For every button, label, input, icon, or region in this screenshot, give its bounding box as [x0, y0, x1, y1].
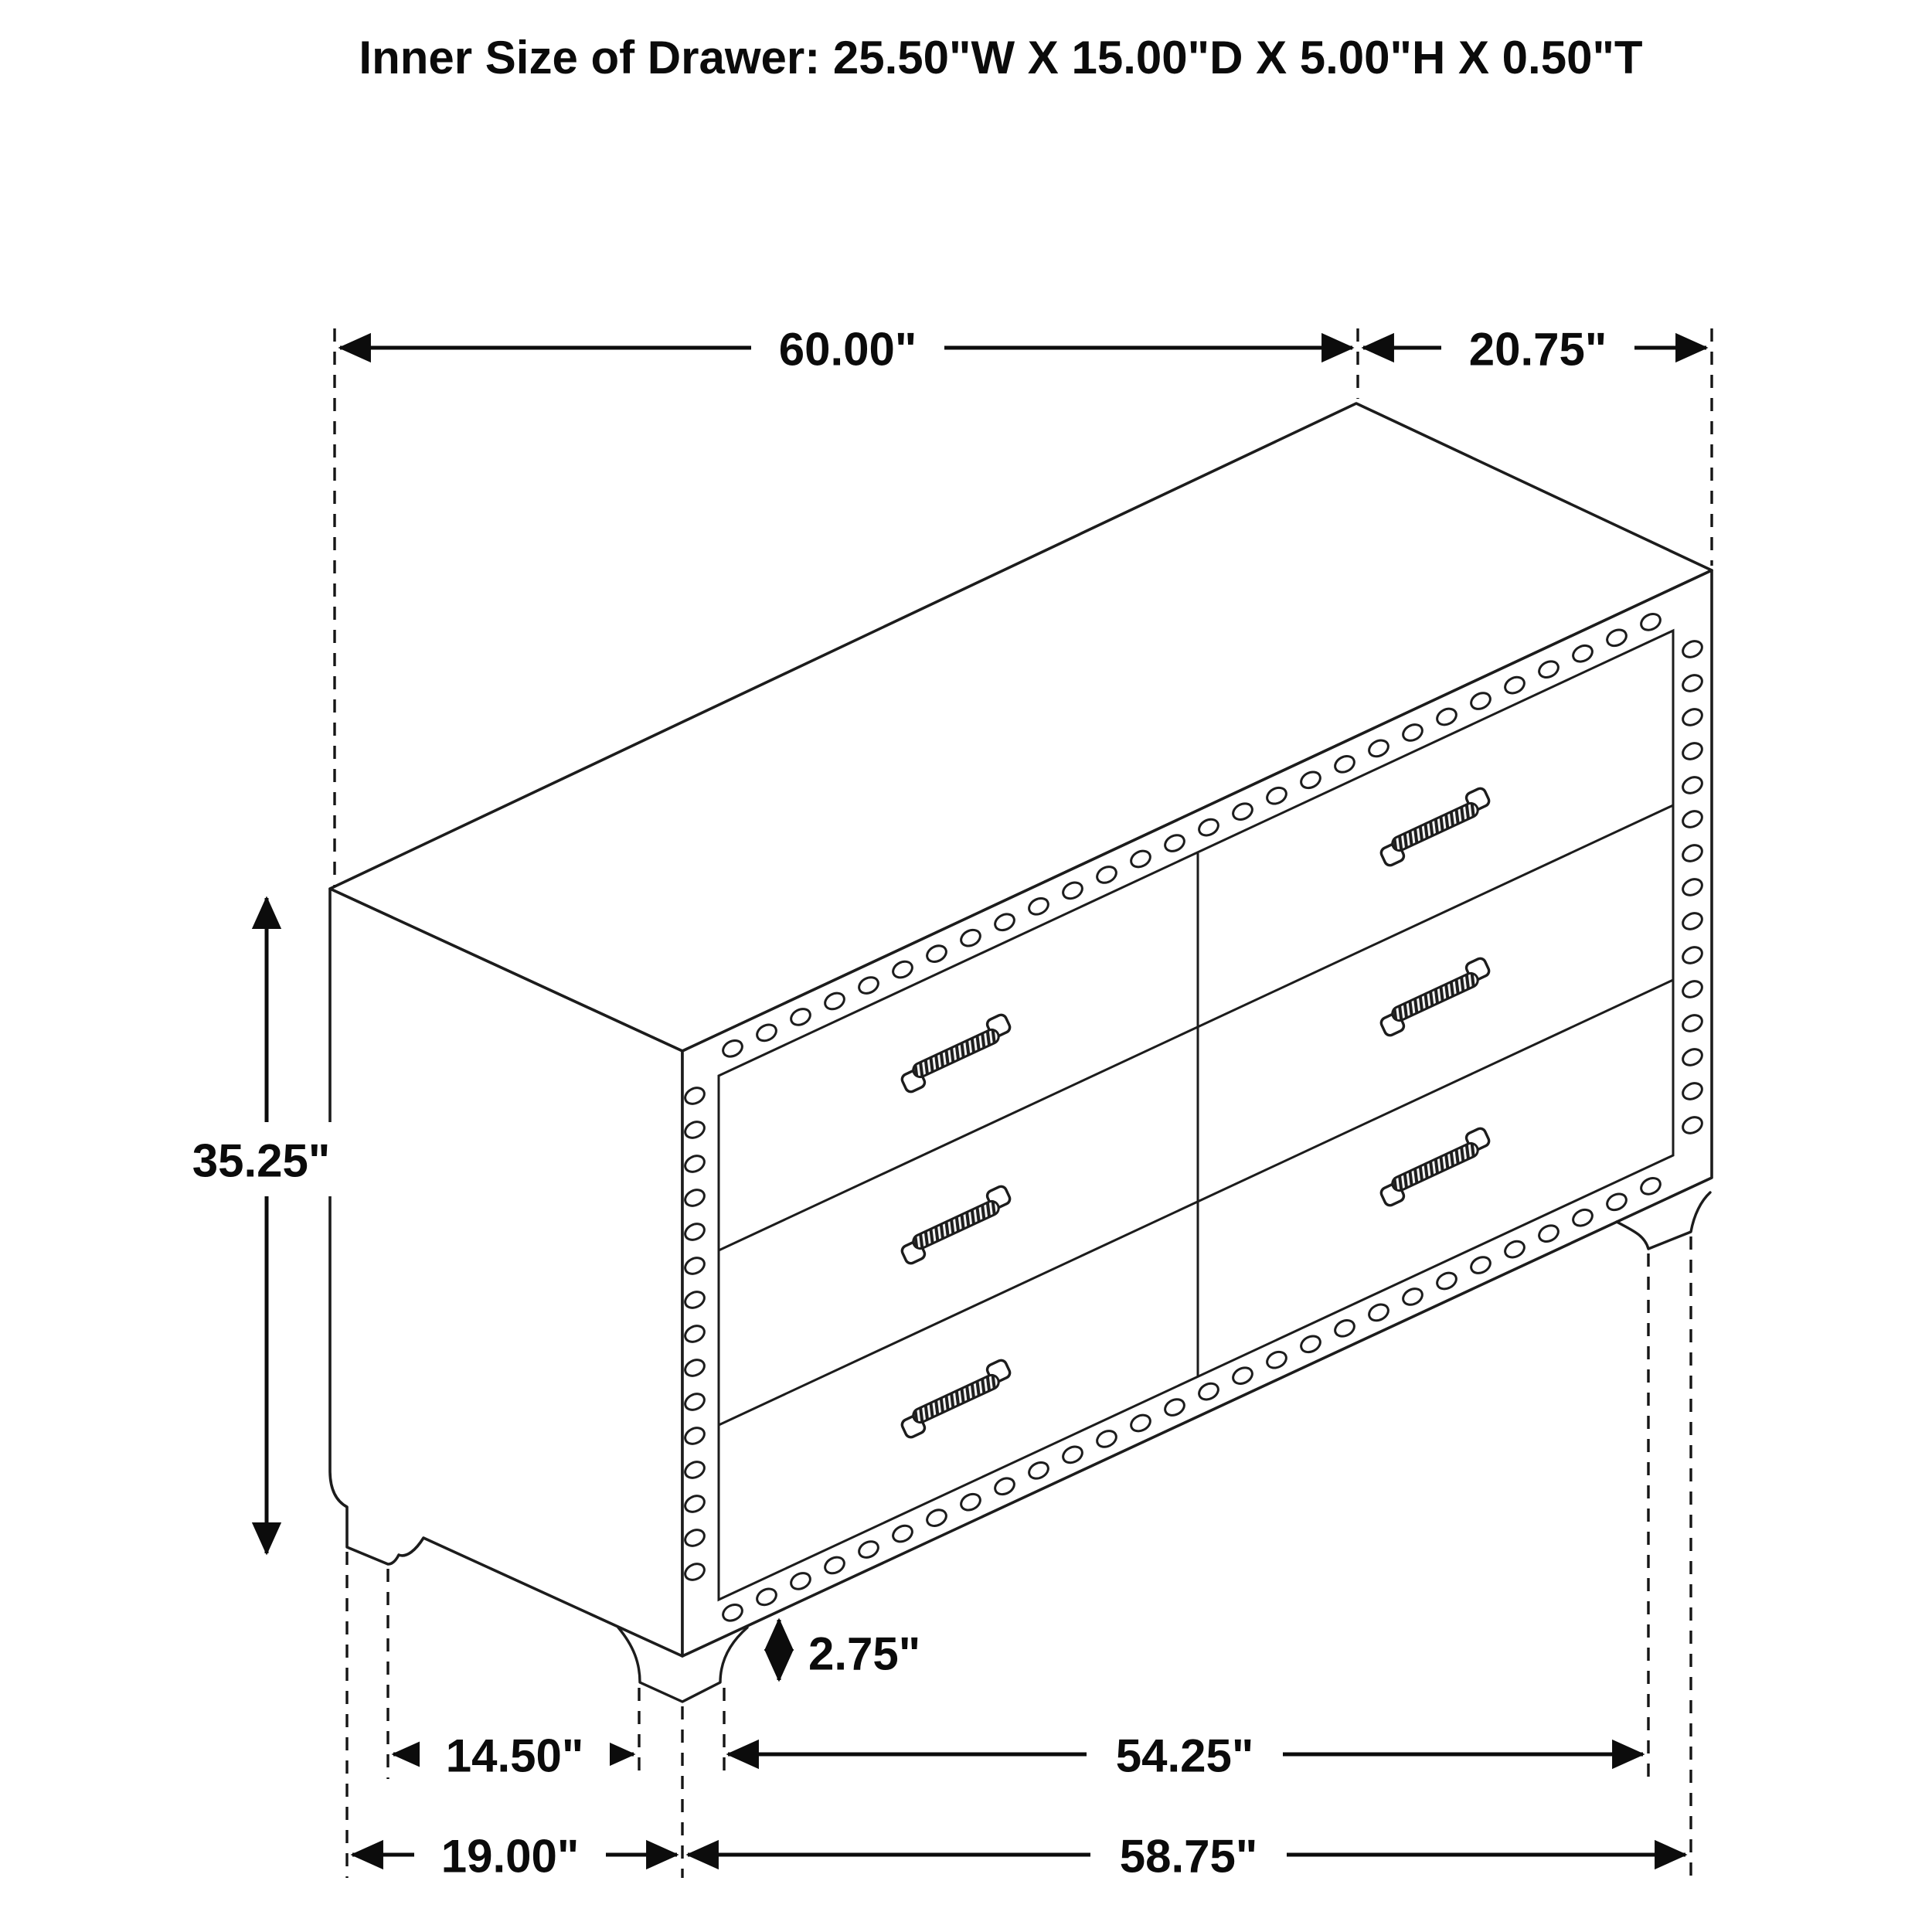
dim-top-depth: [1363, 318, 1706, 379]
dim-side-leg-spacing: [393, 1726, 634, 1784]
dim-top-depth-label: 20.75": [1468, 323, 1607, 376]
dim-leg-height: [779, 1620, 920, 1680]
dim-top-width: [340, 318, 1352, 379]
dim-base-width-label: 58.75": [1119, 1830, 1258, 1883]
dim-top-width-label: 60.00": [778, 323, 917, 376]
dim-leg-height-label: 2.75": [808, 1628, 921, 1680]
dim-base-depth-label: 19.00": [440, 1830, 580, 1883]
dim-base-depth: [352, 1826, 677, 1885]
dim-front-leg-spacing: [728, 1726, 1643, 1784]
dim-height-label: 35.25": [192, 1134, 331, 1187]
dim-side-leg-spacing-label: 14.50": [445, 1730, 584, 1782]
dim-base-width: [688, 1826, 1685, 1885]
dim-front-leg-spacing-label: 54.25": [1115, 1730, 1254, 1782]
dresser-drawing: [330, 403, 1712, 1702]
diagram-title: Inner Size of Drawer: 25.50"W X 15.00"D X 5.00"H X 0.50"T: [359, 32, 1643, 83]
